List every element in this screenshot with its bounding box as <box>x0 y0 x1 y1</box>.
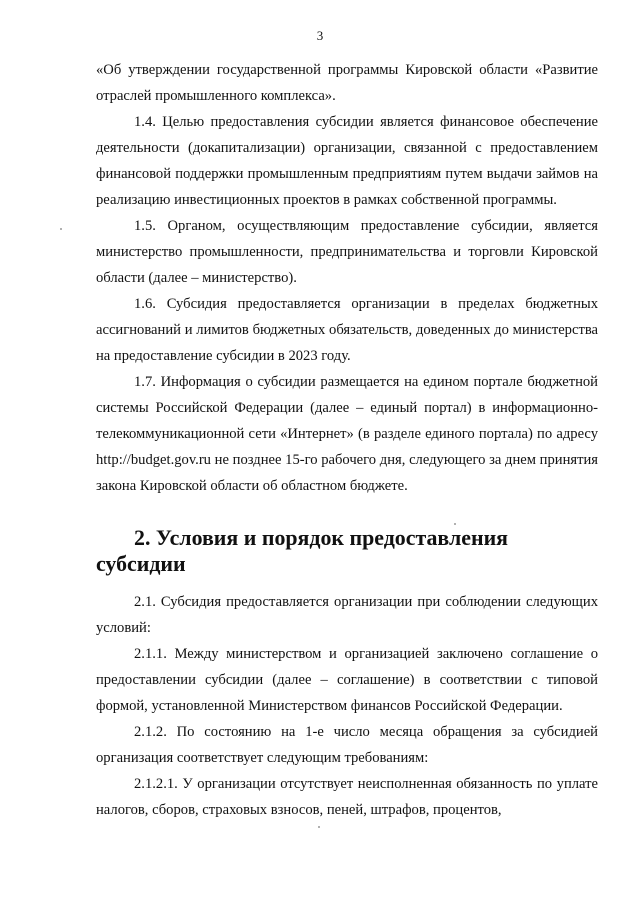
paragraph-1-6: 1.6. Субсидия предоставляется организации в пределах бюджетных ассигнований и лимитов бюджетных обязательств, доведенных до министерства на предоставление субсидии в 2023 году. <box>96 296 598 364</box>
paragraph-1-4: 1.4. Целью предоставления субсидии является финансовое обеспечение деятельности (докапитализации) организации, связанной с предоставлением финансовой поддержки промышленным предприятиям путем выдачи займов на реализацию инвестиционных проектов в рамках собственной программы. <box>96 114 598 208</box>
paragraph-2-1-1: 2.1.1. Между министерством и организацией заключено соглашение о предоставлении субсидии (далее – соглашение) в соответствии с типовой формой, установленной Министерством финансов Российской Федерации. <box>96 646 598 714</box>
paragraph-2-1-2-1: 2.1.2.1. У организации отсутствует неисполненная обязанность по уплате налогов, сборов, страховых взносов, пеней, штрафов, процентов, <box>96 776 598 818</box>
paragraph-2-1-2: 2.1.2. По состоянию на 1-е число месяца обращения за субсидией организация соответствует следующим требованиям: <box>96 724 598 766</box>
paragraph-2-1: 2.1. Субсидия предоставляется организации при соблюдении следующих условий: <box>96 594 598 636</box>
paragraph-continuation: «Об утверждении государственной программы Кировской области «Развитие отраслей промышленного комплекса». <box>96 62 598 104</box>
section-heading: 2. Условия и порядок предоставления субсидии <box>96 525 509 576</box>
paragraph-1-5: 1.5. Органом, осуществляющим предоставление субсидии, является министерство промышленности, предпринимательства и торговли Кировской области (далее – министерство). <box>96 218 598 286</box>
scan-speck <box>318 826 320 828</box>
paragraph-1-7: 1.7. Информация о субсидии размещается на едином портале бюджетной системы Российской Федерации (далее – единый портал) в информационно-телекоммуникационной сети «Интернет» (в разделе единого портала) по адресу http://budget.gov.ru не позднее 15-го рабочего дня, следующего за днем принятия закона Кировской области об областном бюджете. <box>96 374 598 494</box>
scan-speck <box>60 228 62 230</box>
document-body <box>96 57 598 823</box>
page-number: 3 <box>316 28 324 43</box>
scan-speck <box>454 523 456 525</box>
